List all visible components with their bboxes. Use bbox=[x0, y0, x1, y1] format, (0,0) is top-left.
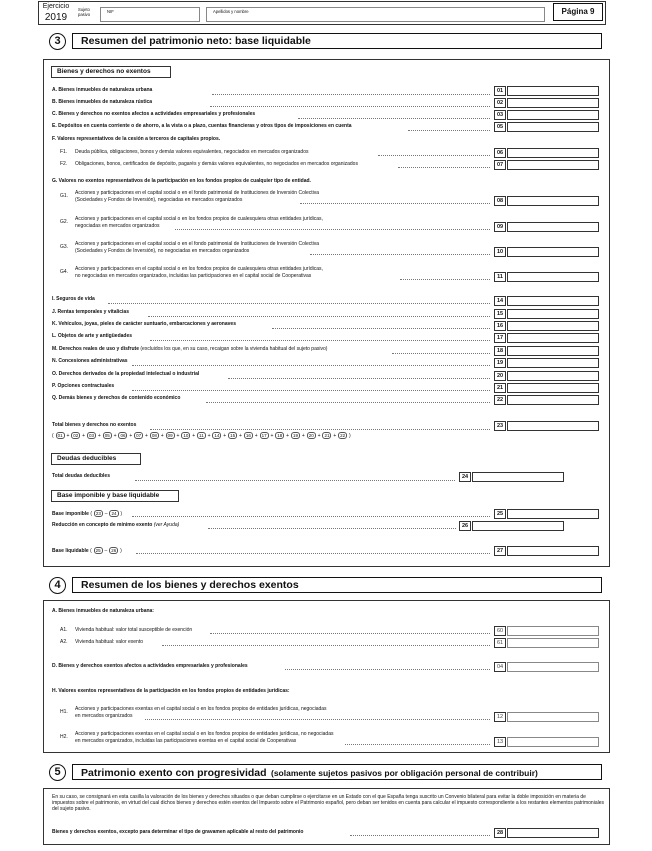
page-number: Página 9 bbox=[561, 7, 595, 16]
box-19: 19 bbox=[494, 358, 506, 368]
a1-code: A1. bbox=[60, 627, 68, 633]
row-label-m-extra: (excluidos los que, en su caso, recaigan sobre la vivienda habitual del sujeto pasivo) bbox=[138, 346, 328, 352]
formula-box: 24 bbox=[111, 511, 117, 516]
box-23: 23 bbox=[494, 421, 506, 431]
box-02: 02 bbox=[494, 98, 506, 108]
box-60: 60 bbox=[494, 626, 506, 636]
amount-17[interactable] bbox=[507, 333, 599, 343]
amount-14[interactable] bbox=[507, 296, 599, 306]
amount-03[interactable] bbox=[507, 110, 599, 120]
amount-04[interactable] bbox=[507, 662, 599, 672]
amount-10[interactable] bbox=[507, 247, 599, 257]
formula-box: 01 bbox=[57, 433, 63, 438]
base-imponible-row: Base imponible ( 23 – 24 ) bbox=[52, 511, 123, 517]
formula-box: 23 bbox=[95, 511, 101, 516]
formula-box: 25 bbox=[95, 548, 101, 553]
box-28: 28 bbox=[494, 828, 506, 838]
box-11: 11 bbox=[494, 272, 506, 282]
g-title: G. Valores no exentos representativos de la participación en los fondos propios de cualquier tipo de entidad. bbox=[52, 178, 311, 184]
f-title: F. Valores representativos de la cesión a terceros de capitales propios. bbox=[52, 136, 221, 142]
amount-24[interactable] bbox=[472, 472, 564, 482]
base-imponible-label: Base imponible bbox=[52, 511, 89, 517]
a2-text: Vivienda habitual: valor exento bbox=[75, 639, 144, 645]
amount-21[interactable] bbox=[507, 383, 599, 393]
apellidos-field[interactable] bbox=[206, 7, 545, 22]
amount-22[interactable] bbox=[507, 395, 599, 405]
box-09: 09 bbox=[494, 222, 506, 232]
row-label-m-text: M. Derechos reales de uso y disfrute bbox=[52, 346, 139, 352]
leader-dots bbox=[350, 835, 490, 836]
row-label-k: K. Vehículos, joyas, pieles de carácter suntuario, embarcaciones y aeronaves bbox=[52, 321, 236, 327]
section-5-paragraph: En su caso, se consignará en esta casilla la valoración de los bienes y derechos situados o que deban cumplirse o ejercitarse en un Estado con el que España tenga suscrito un Convenio bilateral para evitar la doble imposición en materia de impuestos sobre el patrimonio, en virtud del cual dichos bienes y derechos estén exentos del Impuesto sobre el Patrimonio español, pero deban ser tenidos en cuenta para calcular el impuesto correspondiente a los restantes elementos patrimoniales del sujeto pasivo. bbox=[52, 794, 604, 813]
leader-dots bbox=[145, 719, 490, 720]
total-label: Total bienes y derechos no exentos bbox=[52, 422, 137, 428]
formula-box: 15 bbox=[230, 433, 236, 438]
formula-box: 07 bbox=[136, 433, 142, 438]
leader-dots bbox=[135, 480, 455, 481]
h1-line2: en mercados organizados bbox=[75, 713, 133, 719]
leader-dots bbox=[136, 553, 490, 554]
a2-code: A2. bbox=[60, 639, 68, 645]
amount-27[interactable] bbox=[507, 546, 599, 556]
leader-dots bbox=[378, 155, 490, 156]
g3-line1: Acciones y participaciones en el capital social o en el fondo patrimonial de Instituciones de Inversión Colectiva bbox=[75, 241, 320, 247]
formula-box: 02 bbox=[73, 433, 79, 438]
box-08: 08 bbox=[494, 196, 506, 206]
amount-01[interactable] bbox=[507, 86, 599, 96]
reduccion-label: Reducción en concepto de mínimo exento bbox=[52, 522, 153, 528]
leader-dots bbox=[132, 390, 490, 391]
nif-field[interactable] bbox=[100, 7, 200, 22]
formula-box: 06 bbox=[120, 433, 126, 438]
amount-60[interactable] bbox=[507, 626, 599, 636]
leader-dots bbox=[210, 633, 490, 634]
formula-box: 17 bbox=[261, 433, 267, 438]
h2-code: H2. bbox=[60, 734, 68, 740]
g1-line2: (Sociedades y Fondos de Inversión), negociadas en mercados organizados bbox=[75, 197, 243, 203]
leader-dots bbox=[285, 669, 490, 670]
section-4-number: 4 bbox=[49, 577, 66, 594]
formula-box: 03 bbox=[89, 433, 95, 438]
row-label-m bbox=[52, 346, 327, 352]
d-label: D. Bienes y derechos exentos afectos a actividades empresariales y profesionales bbox=[52, 663, 248, 669]
amount-16[interactable] bbox=[507, 321, 599, 331]
leader-dots bbox=[298, 118, 490, 119]
sujeto-pasivo-label: Sujeto pasivo bbox=[78, 7, 91, 17]
section-5-title: Patrimonio exento con progresividad bbox=[81, 767, 267, 779]
amount-13[interactable] bbox=[507, 737, 599, 747]
section-3-title: Resumen del patrimonio neto: base liquidable bbox=[72, 33, 602, 49]
box-20: 20 bbox=[494, 371, 506, 381]
apellidos-label: Apellidos y nombre bbox=[213, 9, 249, 14]
f2-code: F2. bbox=[60, 161, 68, 167]
formula-box: 20 bbox=[308, 433, 314, 438]
leader-dots bbox=[108, 303, 490, 304]
deudas-header: Deudas deducibles bbox=[51, 453, 141, 465]
amount-08[interactable] bbox=[507, 196, 599, 206]
box-26: 26 bbox=[459, 521, 471, 531]
amount-02[interactable] bbox=[507, 98, 599, 108]
g2-line1: Acciones y participaciones en el capital social o en los fondos propios de cualesquiera otras entidades jurídicas, bbox=[75, 216, 323, 222]
row-label-j: J. Rentas temporales y vitalicias bbox=[52, 309, 129, 315]
formula-box: 05 bbox=[104, 433, 110, 438]
formula-box: 21 bbox=[324, 433, 330, 438]
box-06: 06 bbox=[494, 148, 506, 158]
row-label-a: A. Bienes inmuebles de naturaleza urbana bbox=[52, 87, 153, 93]
formula-box: 08 bbox=[151, 433, 157, 438]
amount-61[interactable] bbox=[507, 638, 599, 648]
leader-dots bbox=[272, 328, 490, 329]
section-5-title-suffix: (solamente sujetos pasivos por obligación personal de contribuir) bbox=[271, 768, 538, 778]
box-22: 22 bbox=[494, 395, 506, 405]
row-label-p: P. Opciones contractuales bbox=[52, 383, 115, 389]
leader-dots bbox=[206, 402, 490, 403]
box-16: 16 bbox=[494, 321, 506, 331]
leader-dots bbox=[210, 106, 490, 107]
section-5-row-label: Bienes y derechos exentos, excepto para determinar el tipo de gravamen aplicable al resto del patrimonio bbox=[52, 829, 304, 835]
f1-code: F1. bbox=[60, 149, 68, 155]
amount-19[interactable] bbox=[507, 358, 599, 368]
row-label-o: O. Derechos derivados de la propiedad intelectual o industrial bbox=[52, 371, 200, 377]
box-03: 03 bbox=[494, 110, 506, 120]
g2-line2: negociadas en mercados organizados bbox=[75, 223, 160, 229]
leader-dots bbox=[310, 254, 490, 255]
leader-dots bbox=[150, 340, 490, 341]
formula-box: 26 bbox=[111, 548, 117, 553]
box-14: 14 bbox=[494, 296, 506, 306]
box-21: 21 bbox=[494, 383, 506, 393]
leader-dots bbox=[208, 528, 456, 529]
amount-07[interactable] bbox=[507, 160, 599, 170]
g4-line2: no negociadas en mercados organizados, incluidas las participaciones en el capital social de Cooperativas bbox=[75, 273, 312, 279]
leader-dots bbox=[132, 365, 490, 366]
row-label-n: N. Concesiones administrativas bbox=[52, 358, 128, 364]
formula-box: 16 bbox=[245, 433, 251, 438]
box-07: 07 bbox=[494, 160, 506, 170]
nif-label: NIF bbox=[107, 9, 114, 14]
leader-dots bbox=[400, 279, 490, 280]
row-label-q: Q. Demás bienes y derechos de contenido económico bbox=[52, 395, 181, 401]
base-liquidable-label: Base liquidable bbox=[52, 548, 89, 554]
box-15: 15 bbox=[494, 309, 506, 319]
box-18: 18 bbox=[494, 346, 506, 356]
ejercicio-label: Ejercicio bbox=[42, 3, 70, 10]
g4-code: G4. bbox=[60, 269, 69, 275]
row-label-l: L. Objetos de arte y antigüedades bbox=[52, 333, 133, 339]
formula-box: 22 bbox=[340, 433, 346, 438]
h1-code: H1. bbox=[60, 709, 68, 715]
row-label-e: E. Depósitos en cuenta corriente o de ahorro, a la vista o a plazo, cuentas financieras y otros tipos de imposiciones en cuenta bbox=[52, 123, 352, 129]
f1-text: Deuda pública, obligaciones, bonos y demás valores equivalentes, negociados en mercados organizados bbox=[75, 149, 309, 155]
leader-dots bbox=[162, 645, 490, 646]
g1-line1: Acciones y participaciones en el capital social o en el fondo patrimonial de Instituciones de Inversión Colectiva bbox=[75, 190, 320, 196]
box-27: 27 bbox=[494, 546, 506, 556]
box-10: 10 bbox=[494, 247, 506, 257]
h-title: H. Valores exentos representativos de la participación en los fondos propios de entidades jurídicas: bbox=[52, 688, 290, 694]
box-01: 01 bbox=[494, 86, 506, 96]
formula-box: 14 bbox=[214, 433, 220, 438]
box-05: 05 bbox=[494, 122, 506, 132]
formula-box: 10 bbox=[183, 433, 189, 438]
amount-09[interactable] bbox=[507, 222, 599, 232]
amount-28[interactable] bbox=[507, 828, 599, 838]
leader-dots bbox=[150, 429, 490, 430]
h2-line1: Acciones y participaciones exentas en el capital social o en los fondos propios de entidades jurídicas, no negociadas bbox=[75, 731, 334, 737]
box-61: 61 bbox=[494, 638, 506, 648]
leader-dots bbox=[300, 203, 490, 204]
formula-box: 11 bbox=[199, 433, 204, 438]
row-label-b: B. Bienes inmuebles de naturaleza rústica bbox=[52, 99, 153, 105]
box-17: 17 bbox=[494, 333, 506, 343]
row-label-i: I. Seguros de vida bbox=[52, 296, 95, 302]
g4-line1: Acciones y participaciones en el capital social o en los fondos propios de cualesquiera otras entidades jurídicas, bbox=[75, 266, 323, 272]
a1-text: Vivienda habitual: valor total susceptible de exención bbox=[75, 627, 193, 633]
formula-box: 19 bbox=[293, 433, 299, 438]
section-5-number: 5 bbox=[49, 764, 66, 781]
amount-26[interactable] bbox=[472, 521, 564, 531]
leader-dots bbox=[175, 229, 490, 230]
base-liquidable-row: Base liquidable ( 25 – 26 ) bbox=[52, 548, 122, 554]
a-title: A. Bienes inmuebles de naturaleza urbana: bbox=[52, 608, 154, 614]
reduccion-note: (ver Ayuda) bbox=[153, 522, 180, 528]
base-header: Base imponible y base liquidable bbox=[51, 490, 179, 502]
amount-12[interactable] bbox=[507, 712, 599, 722]
ejercicio-year: 2019 bbox=[44, 12, 68, 23]
total-formula: ( 01 + 02 + 03 + 05 + 06 + 07 + 08 + 09 + 10 + 11 + 14 + 15 + 16 + 17 + 18 + 19 + 20 + 21 + 22 ) bbox=[52, 433, 351, 439]
leader-dots bbox=[392, 353, 490, 354]
g3-line2: (Sociedades y Fondos de Inversión), no negociadas en mercados organizados bbox=[75, 248, 250, 254]
amount-18[interactable] bbox=[507, 346, 599, 356]
leader-dots bbox=[398, 167, 490, 168]
amount-23[interactable] bbox=[507, 421, 599, 431]
amount-11[interactable] bbox=[507, 272, 599, 282]
reduccion-row bbox=[52, 522, 179, 529]
formula-box: 18 bbox=[277, 433, 283, 438]
amount-05[interactable] bbox=[507, 122, 599, 132]
row-label-c: C. Bienes y derechos no exentos afectos a actividades empresariales y profesionales bbox=[52, 111, 256, 117]
box-13: 13 bbox=[494, 737, 506, 747]
leader-dots bbox=[345, 744, 490, 745]
leader-dots bbox=[148, 316, 490, 317]
amount-20[interactable] bbox=[507, 371, 599, 381]
box-24: 24 bbox=[459, 472, 471, 482]
h1-line1: Acciones y participaciones exentas en el capital social o en los fondos propios de entidades jurídicas, negociadas bbox=[75, 706, 327, 712]
g1-code: G1. bbox=[60, 193, 69, 199]
amount-25[interactable] bbox=[507, 509, 599, 519]
f2-text: Obligaciones, bonos, certificados de depósito, pagarés y demás valores equivalentes, no negociados en mercados organizados bbox=[75, 161, 358, 167]
total-deudas-label: Total deudas deducibles bbox=[52, 473, 110, 479]
section-3-number: 3 bbox=[49, 33, 66, 50]
section-4-title: Resumen de los bienes y derechos exentos bbox=[72, 577, 602, 593]
formula-box: 09 bbox=[167, 433, 173, 438]
section-5-title-box bbox=[72, 764, 602, 780]
amount-06[interactable] bbox=[507, 148, 599, 158]
leader-dots bbox=[408, 130, 490, 131]
leader-dots bbox=[228, 378, 490, 379]
box-25: 25 bbox=[494, 509, 506, 519]
g2-code: G2. bbox=[60, 219, 69, 225]
h2-line2: en mercados organizados, incluidas las participaciones exentas en el capital social de Cooperativas bbox=[75, 738, 297, 744]
leader-dots bbox=[132, 516, 490, 517]
bienes-no-exentos-header: Bienes y derechos no exentos bbox=[51, 66, 171, 78]
g3-code: G3. bbox=[60, 244, 69, 250]
box-12: 12 bbox=[494, 712, 506, 722]
amount-15[interactable] bbox=[507, 309, 599, 319]
box-04: 04 bbox=[494, 662, 506, 672]
leader-dots bbox=[212, 94, 490, 95]
